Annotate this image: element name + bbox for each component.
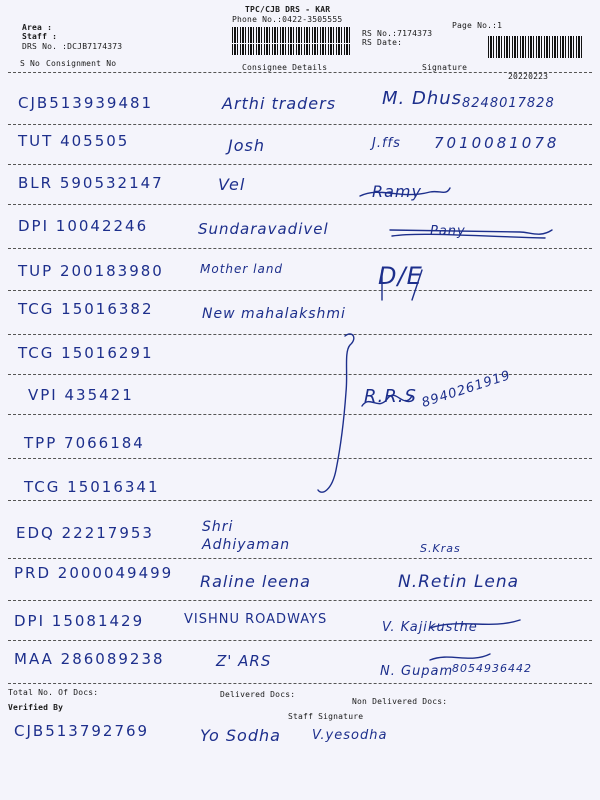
signature: S.Kras bbox=[420, 542, 461, 555]
col-consignment: Consignment No bbox=[46, 59, 117, 68]
consignment-number: DPI 15081429 bbox=[14, 612, 145, 630]
signature: N.Retin Lena bbox=[398, 572, 520, 592]
drs-number: DRS No. :DCJB7174373 bbox=[22, 42, 123, 51]
consignment-number: TUT 405505 bbox=[18, 132, 130, 150]
signature: V. Kajikusthe bbox=[382, 620, 478, 635]
document-title: TPC/CJB DRS - KAR bbox=[245, 5, 331, 14]
receiver-phone: 8054936442 bbox=[452, 662, 532, 675]
signature: Ramy bbox=[372, 182, 422, 201]
consignee-name: Arthi traders bbox=[222, 94, 337, 113]
consignee-name: Z' ARS bbox=[216, 652, 272, 670]
signature-scribble-row4 bbox=[390, 230, 552, 238]
signature: R.R.S bbox=[364, 386, 417, 407]
verifier-name: Yo Sodha bbox=[200, 726, 281, 745]
total-docs-label: Total No. Of Docs: bbox=[8, 688, 99, 697]
consignment-number: DPI 10042246 bbox=[18, 217, 149, 235]
non-delivered-docs-label: Non Delivered Docs: bbox=[352, 697, 448, 706]
page-number: Page No.:1 bbox=[452, 21, 503, 30]
consignee-name: Vel bbox=[218, 175, 246, 194]
consignment-number: MAA 286089238 bbox=[14, 650, 165, 668]
delivered-docs-label: Delivered Docs: bbox=[220, 690, 296, 699]
staff-signature: V.yesodha bbox=[312, 728, 388, 743]
consignment-number: VPI 435421 bbox=[28, 386, 134, 404]
rs-date: RS Date: bbox=[362, 38, 403, 47]
long-signature-stroke bbox=[318, 334, 354, 492]
signature: Pany bbox=[430, 224, 466, 239]
signature: M. Dhus bbox=[382, 88, 463, 109]
signature: N. Gupam bbox=[380, 664, 454, 679]
date-stamp: 20220223 bbox=[508, 72, 549, 81]
consignment-number: TCG 15016291 bbox=[18, 344, 154, 362]
receiver-phone: 7010081078 bbox=[434, 134, 560, 152]
consignment-number: TUP 200183980 bbox=[18, 262, 164, 280]
staff-label: Staff : bbox=[22, 32, 58, 41]
consignment-number: CJB513939481 bbox=[18, 94, 154, 112]
consignment-number: PRD 2000049499 bbox=[14, 564, 174, 582]
col-signature: Signature bbox=[422, 63, 468, 72]
receiver-phone: 8940261919 bbox=[419, 368, 513, 411]
signature-scribble-row13 bbox=[430, 620, 520, 628]
consignee-name: New mahalakshmi bbox=[202, 306, 346, 322]
consignment-number: EDQ 22217953 bbox=[16, 524, 154, 542]
consignee-name: Shri Adhiyaman bbox=[202, 519, 291, 553]
rs-number: RS No.:7174373 bbox=[362, 29, 433, 38]
signature-scribble-row8 bbox=[362, 395, 412, 406]
consignment-number: TCG 15016382 bbox=[18, 300, 154, 318]
phone-number: Phone No.:0422-3505555 bbox=[232, 15, 343, 24]
signature-scribble-row14 bbox=[430, 654, 490, 660]
consignee-name: VISHNU ROADWAYS bbox=[184, 612, 328, 627]
verified-consignment: CJB513792769 bbox=[14, 722, 150, 740]
consignment-number: TPP 7066184 bbox=[24, 434, 145, 452]
col-consignee: Consignee Details bbox=[242, 63, 328, 72]
consignment-number: BLR 590532147 bbox=[18, 174, 164, 192]
staff-signature-label: Staff Signature bbox=[288, 712, 364, 721]
verified-by-label: Verified By bbox=[8, 703, 64, 712]
consignee-name: Sundaravadivel bbox=[198, 220, 329, 238]
signature-scribble-row3 bbox=[360, 188, 450, 196]
area-label: Area : bbox=[22, 23, 53, 32]
col-sno: S No bbox=[20, 59, 41, 68]
consignment-number: TCG 15016341 bbox=[24, 478, 160, 496]
receiver-phone: 8248017828 bbox=[462, 96, 555, 111]
signature-scribble-row5 bbox=[382, 270, 422, 300]
signature: D/E bbox=[378, 262, 423, 290]
consignee-name: Raline leena bbox=[200, 572, 311, 591]
signature: J.ffs bbox=[372, 136, 401, 151]
consignee-name: Josh bbox=[228, 136, 265, 155]
consignee-name: Mother land bbox=[200, 262, 284, 276]
